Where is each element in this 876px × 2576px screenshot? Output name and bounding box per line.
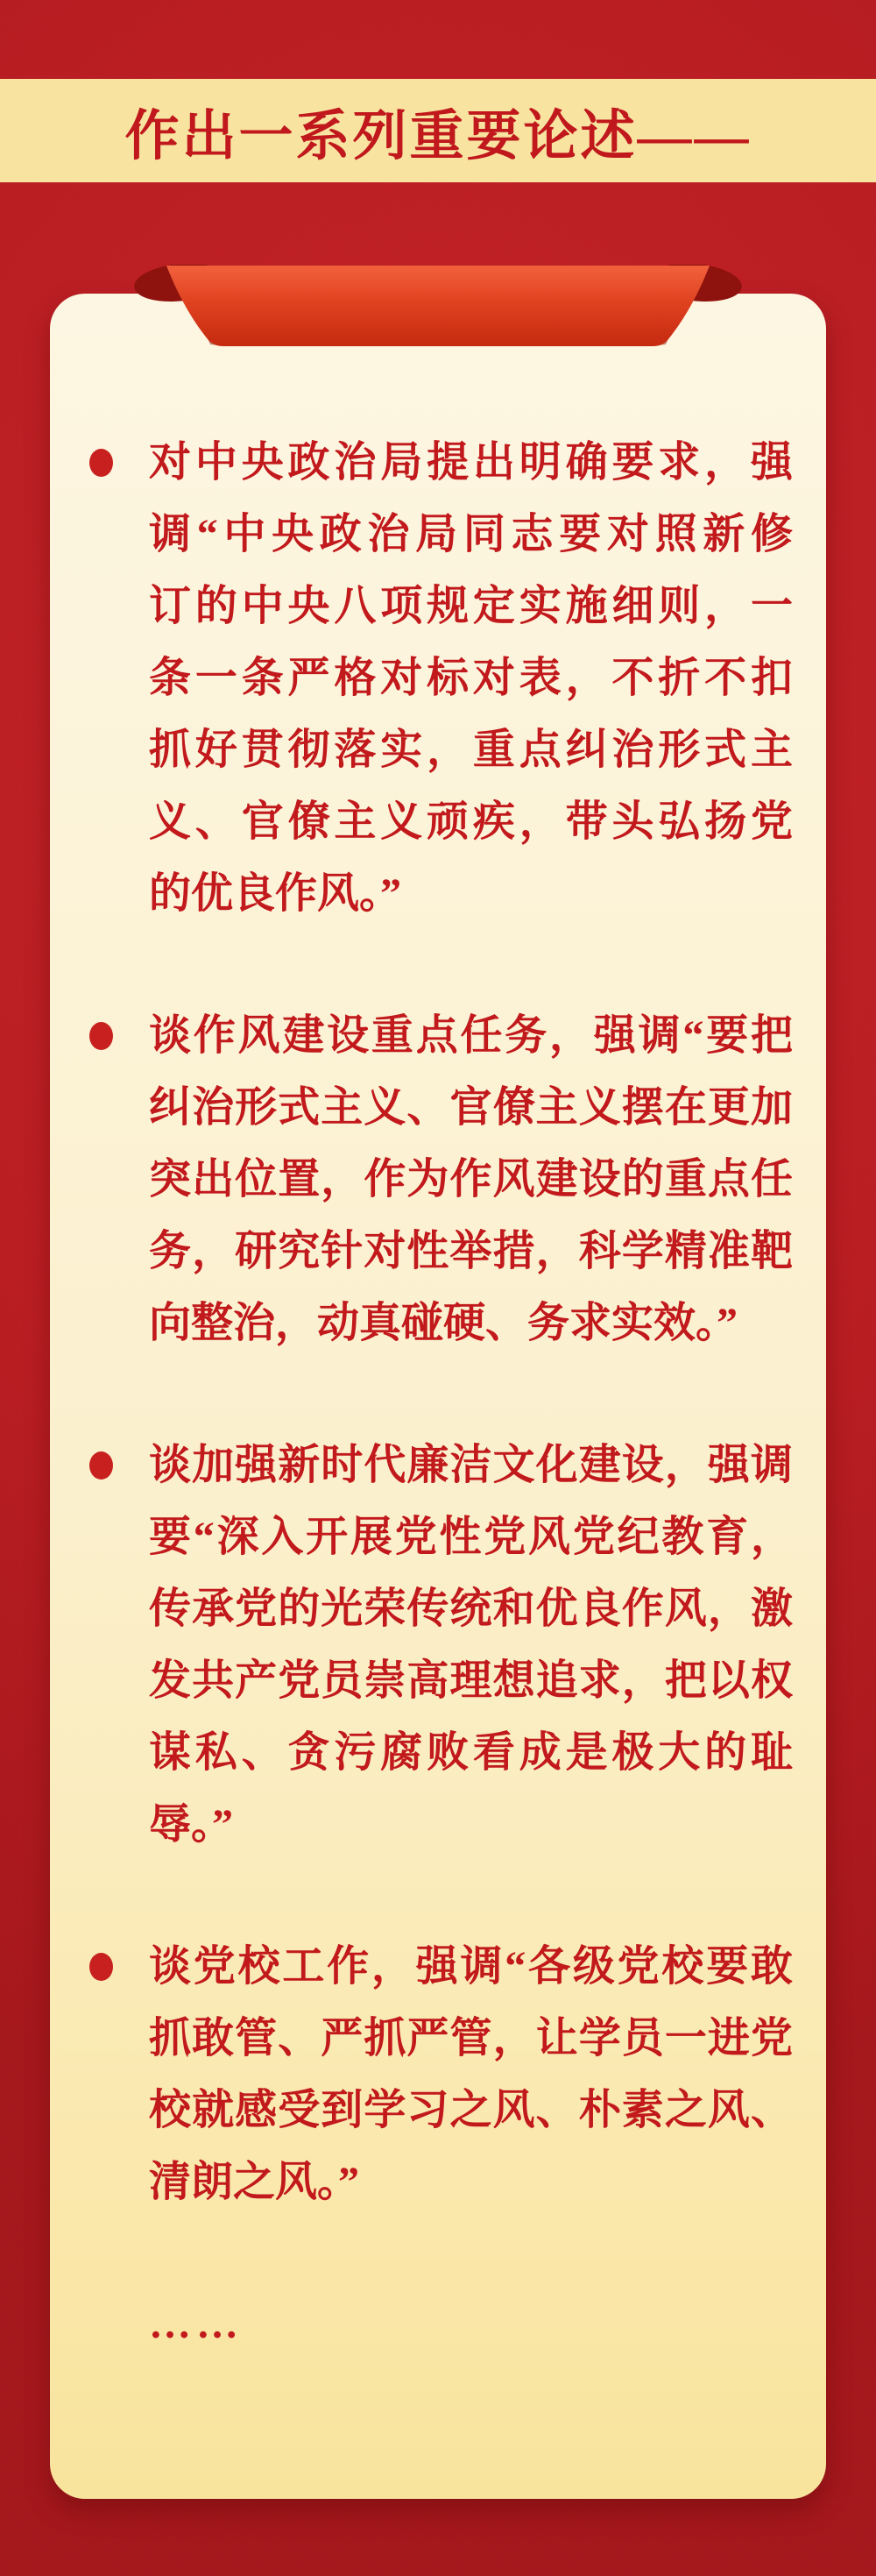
bullet-text-line: 谈党校工作，强调“各级党校要敢 (149, 1943, 793, 1990)
bullet-text-line: 要“深入开展党性党风党纪教育， (149, 1514, 793, 1560)
bullet-text-line: 纠治形式主义、官僚主义摆在更加 (149, 1084, 793, 1131)
bullet-dot-icon (89, 1022, 113, 1050)
card-content (89, 427, 793, 2360)
bullet-text-line: 向整治，动真碰硬、务求实效。” (149, 1300, 738, 1346)
bullet-text-line: 对中央政治局提出明确要求，强 (149, 439, 793, 486)
bullet-text-line: 条一条严格对标对表，不折不扣 (149, 655, 793, 701)
list-item (89, 427, 793, 930)
bullet-text-line: 调“中央政治局同志要对照新修 (149, 511, 793, 557)
bullet-dot-icon (89, 1953, 113, 1981)
bullet-text-line: 清朗之风。” (149, 2159, 360, 2205)
bullet-list (89, 427, 793, 2218)
bullet-text (149, 1931, 793, 2218)
bullet-text (149, 1430, 793, 1861)
bullet-text-line: 谈加强新时代廉洁文化建设，强调 (149, 1442, 793, 1488)
bullet-text-line: 的优良作风。” (149, 870, 402, 917)
bullet-text-line: 务，研究针对性举措，科学精准靶 (149, 1228, 793, 1274)
bullet-text-line: 谋私、贪污腐败看成是极大的耻 (149, 1729, 793, 1776)
list-item (89, 1430, 793, 1861)
bullet-text (149, 427, 793, 930)
page-title: 作出一系列重要论述—— (124, 106, 752, 167)
bullet-text-line: 校就感受到学习之风、朴素之风、 (149, 2087, 793, 2133)
bullet-text-line: 抓敢管、严抓严管，让学员一进党 (149, 2015, 793, 2062)
bullet-text-line: 义、官僚主义顽疾，带头弘扬党 (149, 798, 793, 845)
bullet-text-line: 谈作风建设重点任务，强调“要把 (149, 1012, 793, 1059)
bullet-text (149, 1000, 793, 1359)
bullet-text-line: 突出位置，作为作风建设的重点任 (149, 1156, 793, 1203)
list-item (89, 1931, 793, 2218)
ellipsis-text: …… (149, 2301, 244, 2347)
bullet-text-line: 传承党的光荣传统和优良作风，激 (149, 1586, 793, 1632)
ribbon-banner-icon (131, 265, 745, 349)
bullet-text-line: 订的中央八项规定实施细则，一 (149, 583, 793, 629)
list-item (89, 1000, 793, 1359)
bullet-text-line: 辱。” (149, 1801, 234, 1848)
content-card (50, 294, 826, 2499)
bullet-dot-icon (89, 1451, 113, 1480)
bullet-text-line: 抓好贯彻落实，重点纠治形式主 (149, 727, 793, 773)
bullet-text-line: 发共产党员崇高理想追求，把以权 (149, 1657, 793, 1704)
title-banner (0, 79, 876, 182)
bullet-dot-icon (89, 449, 113, 477)
